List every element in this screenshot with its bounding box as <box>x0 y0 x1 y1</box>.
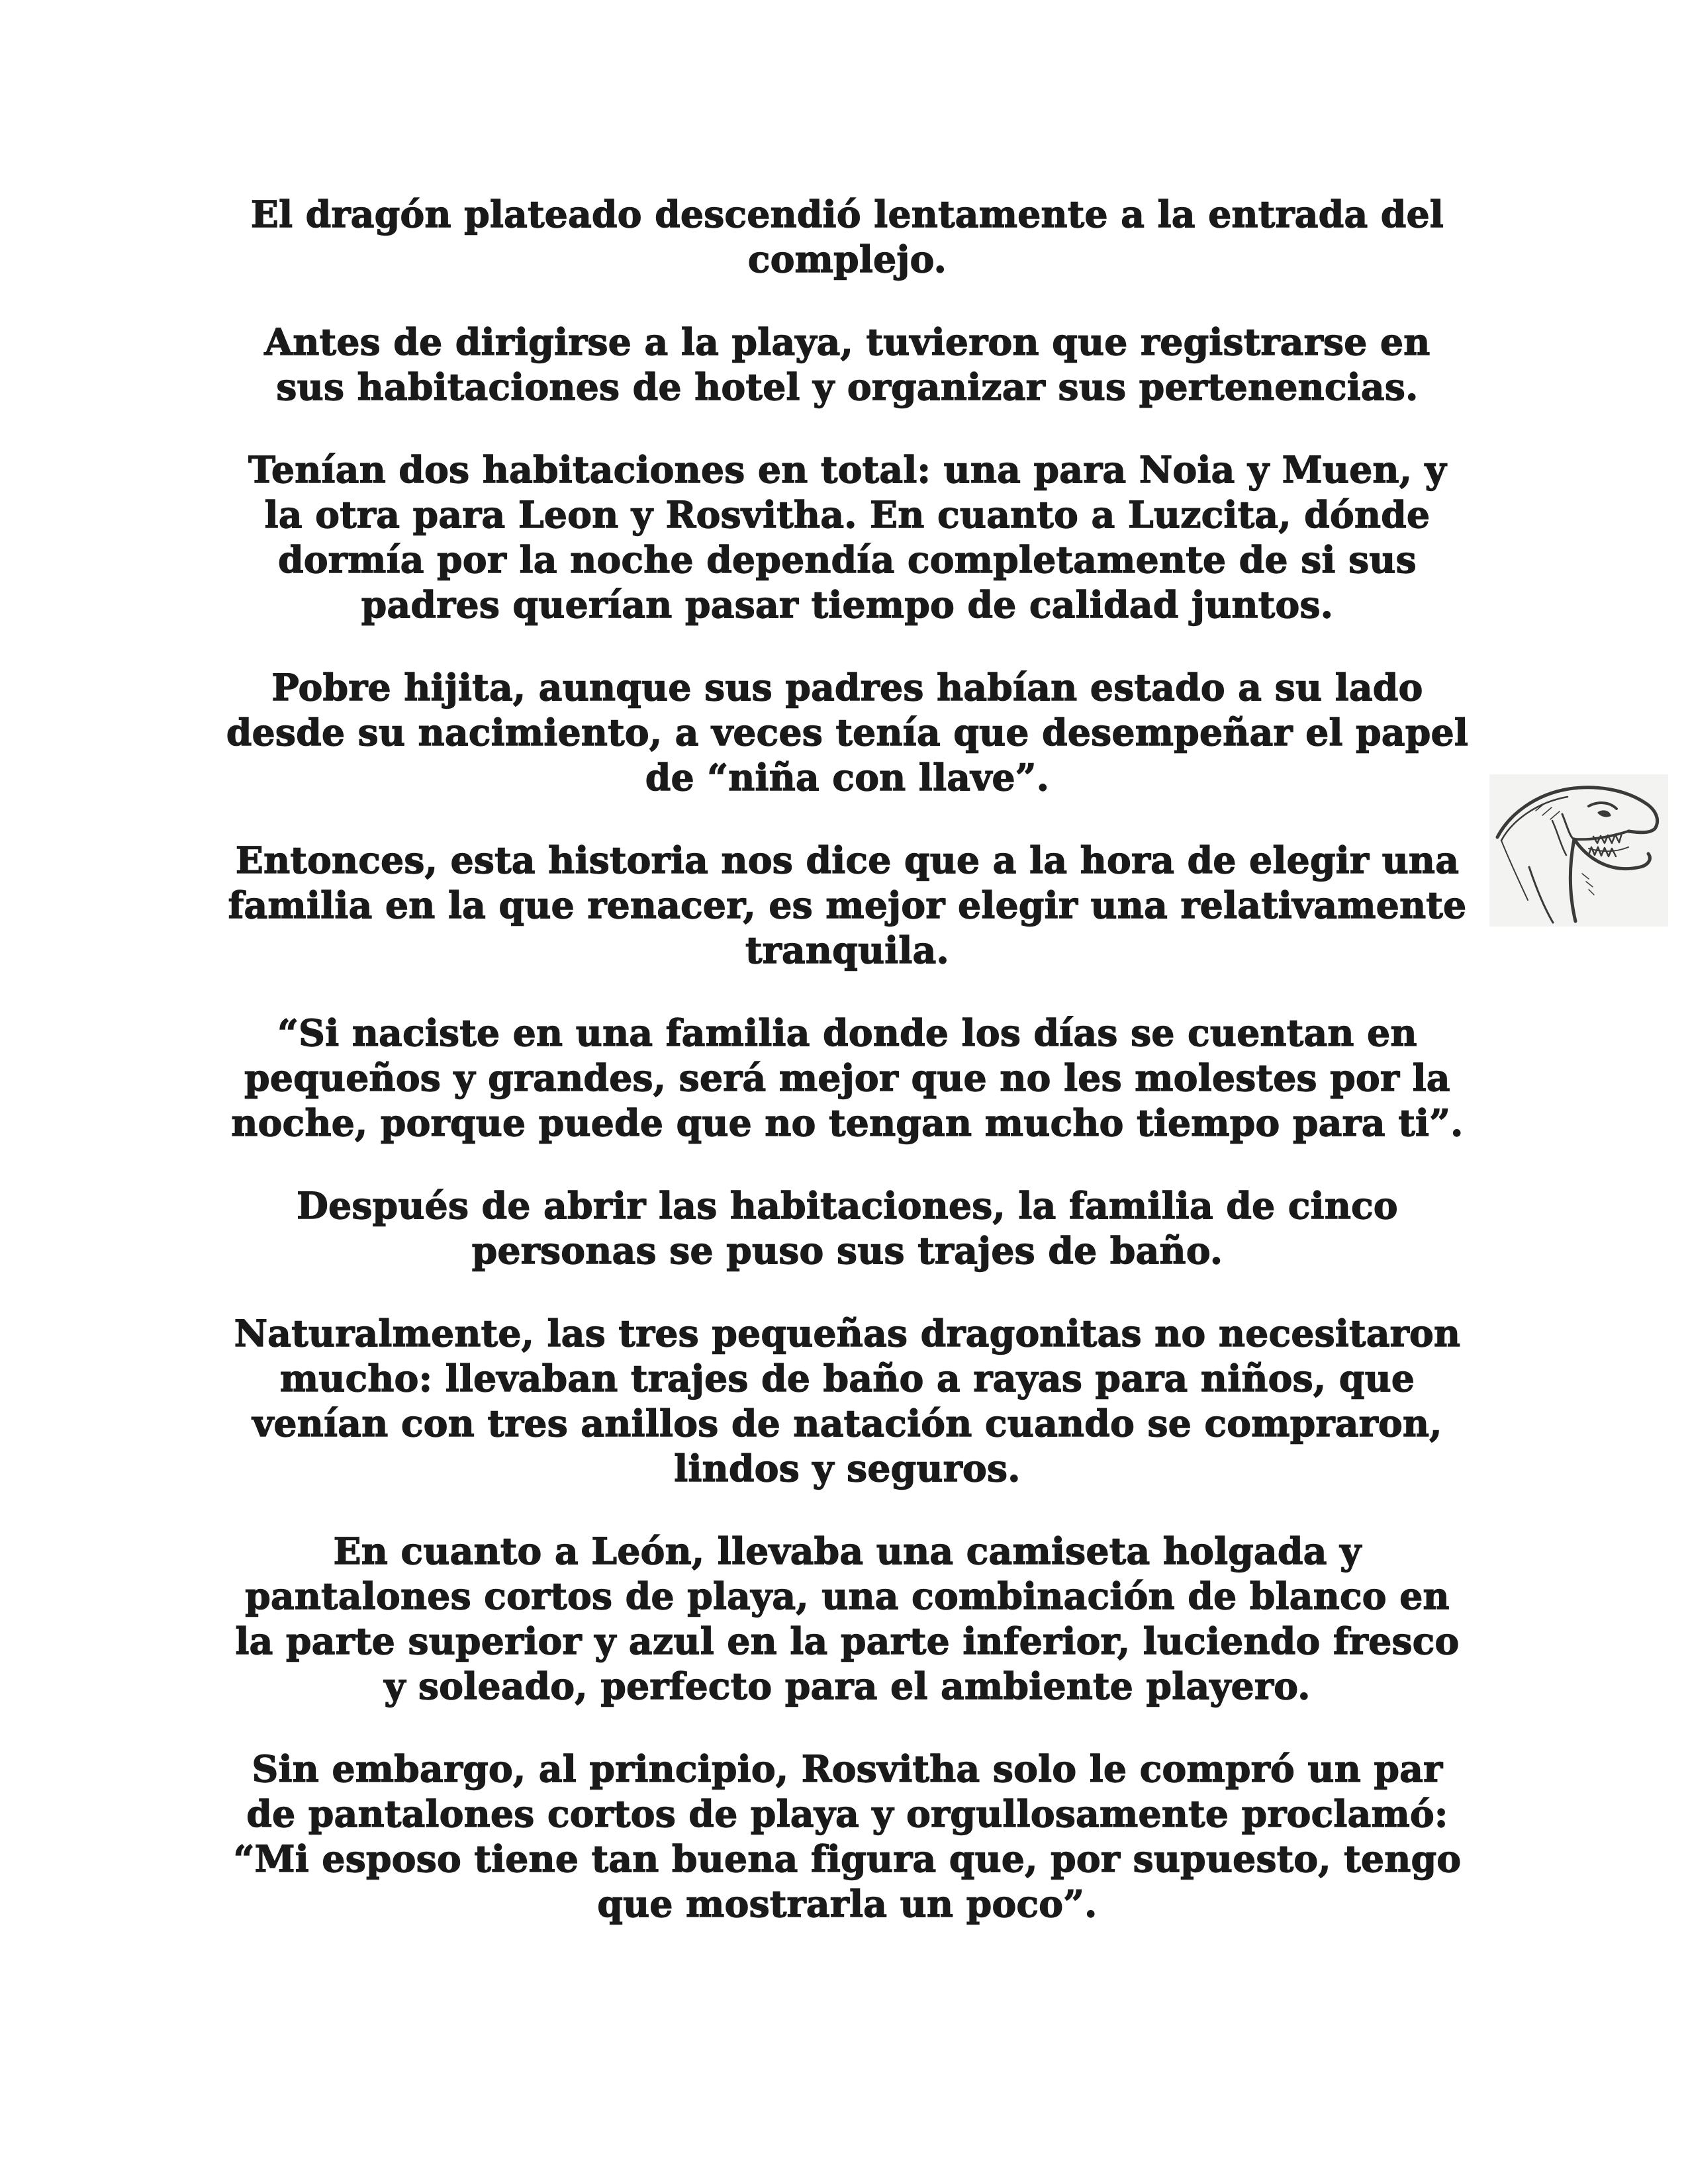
dinosaur-sketch-svg <box>1489 774 1668 927</box>
paragraph-4: Pobre hijita, aunque sus padres habían estado a su lado desde su nacimiento, a veces tenía que desempeñar el papel de “niña con llave”. <box>226 666 1469 799</box>
paragraph-1: El dragón plateado descendió lentamente a la entrada del complejo. <box>250 193 1444 281</box>
story-text <box>225 192 1470 1964</box>
paragraph-2: Antes de dirigirse a la playa, tuvieron que registrarse en sus habitaciones de hotel y organizar sus pertenencias. <box>264 320 1430 408</box>
paragraph-3: Tenían dos habitaciones en total: una para Noia y Muen, y la otra para Leon y Rosvitha. En cuanto a Luzcita, dónde dormía por la noche dependía completamente de si sus padres querían pasar tiempo de calidad juntos. <box>248 448 1446 626</box>
paragraph-6: “Si naciste en una familia donde los días se cuentan en pequeños y grandes, será mejor que no les molestes por la noche, porque puede que no tengan mucho tiempo para ti”. <box>231 1011 1464 1144</box>
paragraph-8: Naturalmente, las tres pequeñas dragonitas no necesitaron mucho: llevaban trajes de baño a rayas para niños, que venían con tres anillos de natación cuando se compraron, lindos y seguros. <box>234 1312 1461 1490</box>
paragraph-7: Después de abrir las habitaciones, la familia de cinco personas se puso sus trajes de baño. <box>297 1184 1398 1272</box>
dinosaur-head-sketch-icon <box>1489 774 1668 927</box>
paragraph-9: En cuanto a León, llevaba una camiseta holgada y pantalones cortos de playa, una combinación de blanco en la parte superior y azul en la parte inferior, luciendo fresco y soleado, perfecto para el ambiente playero. <box>235 1529 1460 1707</box>
paragraph-5: Entonces, esta historia nos dice que a la hora de elegir una familia en la que renacer, es mejor elegir una relativamente tranquila. <box>228 839 1467 972</box>
paragraph-10: Sin embargo, al principio, Rosvitha solo le compró un par de pantalones cortos de playa y orgullosamente proclamó: “Mi esposo tiene tan buena figura que, por supuesto, tengo que mostrarla un poco”. <box>233 1747 1462 1925</box>
